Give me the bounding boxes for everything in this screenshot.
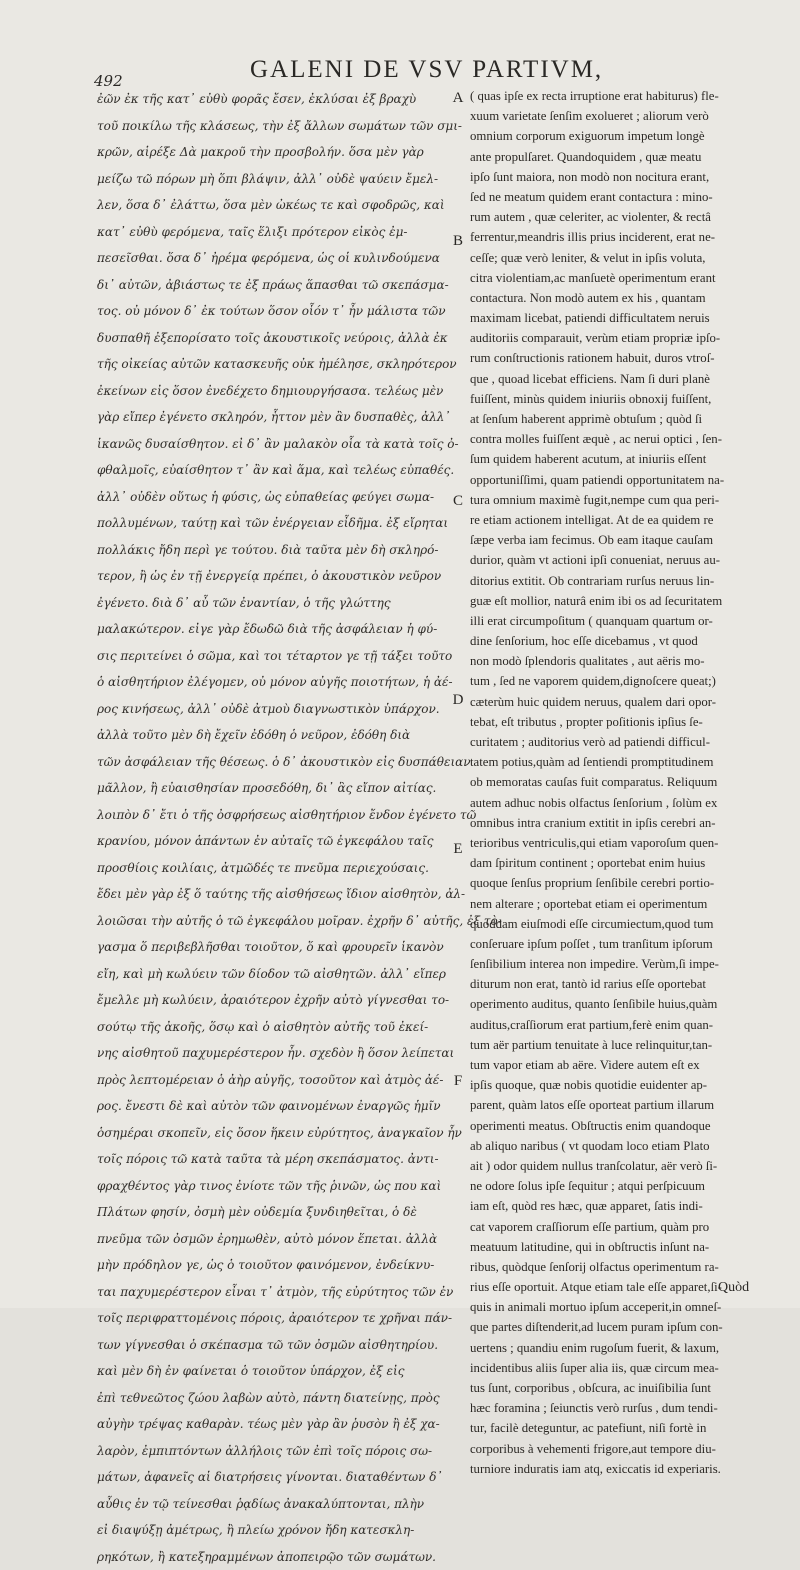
greek-text-line: ἀλλὰ τοῦτο μὲν δὴ ἔχεῖν ἐδόθη ὁ νεῦρον, ἐδόθη διὰ <box>97 722 447 749</box>
latin-text-line: tum vapor etiam ab aëre. Videre autem eſt ex <box>470 1055 762 1075</box>
section-marker: C <box>449 493 467 510</box>
catchword: Quòd <box>718 1280 749 1296</box>
latin-text-line: fuiſſent, minùs quidem iniuriis obnoxij fuiſſent, <box>470 389 762 409</box>
latin-text-column <box>470 86 762 1479</box>
latin-text-line: contactura. Non modò autem ex his , quantam <box>470 288 762 308</box>
latin-text-line: parent, quàm latos eſſe oporteat partium illarum <box>470 1095 762 1115</box>
latin-text-line: ab aliquo naribus ( vt quodam loco etiam Plato <box>470 1136 762 1156</box>
latin-text-line: cat vaporem craſſiorum eſſe partium, quàm pro <box>470 1217 762 1237</box>
latin-text-line: omnium corporum exiguorum impetum longè <box>470 126 762 146</box>
greek-text-line: μὴν πρόδηλον γε, ὡς ὁ τοιοῦτον φαινόμενον, ἐνδείκνυ- <box>97 1252 447 1279</box>
latin-text-line: tur, facilè deteguntur, ac patefiunt, niſi fortè in <box>470 1418 762 1438</box>
latin-text-line: uertens ; quandiu enim rugoſum fuerit, & laxum, <box>470 1338 762 1358</box>
greek-text-line: μείζω τῶ πόρων μὴ ὅπι βλάψιν, ἀλλ᾽ οὐδὲ ψαύειν ἔμελ- <box>97 166 447 193</box>
latin-text-line: opportuniſſimi, quam patiendi opportunitatem na- <box>470 470 762 490</box>
latin-text-line: dam ſpiritum continent ; oportebat enim huius <box>470 853 762 873</box>
latin-text-line: ipſo ſunt maiora, non modò non nocitura erant, <box>470 167 762 187</box>
latin-text-line: ferrentur,meandris illis prius inciderent, erat ne- <box>470 227 762 247</box>
latin-text-line: maximam licebat, patiendi difficultatem neruis <box>470 308 762 328</box>
latin-text-line: iam eſt, quòd res hæc, quæ apparet, ſatis indi- <box>470 1196 762 1216</box>
latin-text-line: auditoriis comparauit, verùm etiam propriæ ipſo- <box>470 328 762 348</box>
latin-text-line: rum conſtructionis rationem habuit, duros vtroſ- <box>470 348 762 368</box>
section-marker: E <box>449 841 467 858</box>
latin-text-line: quis in animali mortuo ipſum acceperit,in omneſ- <box>470 1297 762 1317</box>
latin-text-line: autem adhuc nobis olfactus ſenſorium , ſolùm ex <box>470 793 762 813</box>
greek-text-line: ρος. ἔνεστι δὲ καὶ αὐτὸν τῶν φαινομένων ἐναργῶς ἡμῖν <box>97 1093 447 1120</box>
latin-text-line: xuum varietate ſenſim exolueret ; aliorum verò <box>470 106 762 126</box>
greek-text-line: ἀλλ᾽ οὐδὲν οὕτως ἡ φύσις, ὡς εὐπαθείας φεύγει σωμα- <box>97 484 447 511</box>
latin-text-line: incidentibus aliis ſuper alia iis, quæ circum mea- <box>470 1358 762 1378</box>
greek-text-column <box>97 86 447 1570</box>
greek-text-line: ἔδει μὲν γὰρ ἐξ ὅ ταύτης τῆς αἰσθήσεως ἴδιον αἰσθητὸν, ἀλ- <box>97 881 447 908</box>
latin-text-line: que , quoad licebat efficiens. Nam ſi duri planè <box>470 369 762 389</box>
greek-text-line: ἱκανῶς δυσαίσθητον. εἰ δ᾽ ἂν μαλακὸν οἷα τὰ κατὰ τοῖς ὀ- <box>97 431 447 458</box>
latin-text-line: ne odore ſolus ipſe ſequitur ; atqui perſpicuum <box>470 1176 762 1196</box>
greek-text-line: κρῶν, αἱρέξε Δὰ μακροῦ τὴν προσβολήν. ὅσα μὲν γὰρ <box>97 139 447 166</box>
latin-text-line: hæc foramina ; ſeiunctis verò rurſus , dum tendi- <box>470 1398 762 1418</box>
latin-text-line: conſeruare ipſum poſſet , tum tranſitum ipſorum <box>470 934 762 954</box>
greek-text-line: ἐπὶ τεθνεῶτος ζώου λαβὼν αὐτὸ, πάντη διατείνῃς, πρὸς <box>97 1385 447 1412</box>
greek-text-line: ἔμελλε μὴ κωλύειν, ἀραιότερον ἐχρῆν αὐτὸ γίγνεσθαι το- <box>97 987 447 1014</box>
greek-text-line: ἐκείνων εἰς ὅσον ἐνεδέχετο δημιουργήσασα. τελέως μὲν <box>97 378 447 405</box>
greek-text-line: πολλυμένων, ταύτῃ καὶ τῶν ἐνέργειαν εἶδῆμα. ἐξ εἴρηται <box>97 510 447 537</box>
greek-text-line: τοῖς περιφραττομένοις πόροις, ἀραιότερον τε χρῆναι πάν- <box>97 1305 447 1332</box>
latin-text-line: at ſenſum haberent apprimè obtuſum ; quòd ſi <box>470 409 762 429</box>
latin-text-line: ceſſe; quæ verò leniter, & velut in ipſis voluta, <box>470 248 762 268</box>
latin-text-line: ribus, quòdque ſenſorij olfactus operimentum ra- <box>470 1257 762 1277</box>
greek-text-line: τῶν ἀσφάλειαν τῆς θέσεως. ὁ δ᾽ ἀκουστικὸν εἰς δυσπάθειαν <box>97 749 447 776</box>
latin-text-line: que partes diſtenderit,ad lucem puram ipſum con- <box>470 1317 762 1337</box>
latin-text-line: ſæpe verba iam fecimus. Ob eam itaque cauſam <box>470 530 762 550</box>
greek-text-line: λαρὸν, ἐμπιπτόντων ἀλλήλοις τῶν ἐπὶ τοῖς πόροις σω- <box>97 1438 447 1465</box>
greek-text-line: πνεῦμα τῶν ὀσμῶν ἐρημωθὲν, αὐτὸ μόνον ἕπεται. ἀλλὰ <box>97 1226 447 1253</box>
latin-text-line: meatuum latitudine, qui in obſtructis inſunt na- <box>470 1237 762 1257</box>
greek-text-line: προσθίοις κοιλίαις, ἀτμῶδές τε πνεῦμα περιεχούσαις. <box>97 855 447 882</box>
latin-text-line: turniore induratis iam atq, exiccatis id experiaris. <box>470 1459 762 1479</box>
latin-text-line: diturum non erat, tantò id rarius eſſe oportebat <box>470 974 762 994</box>
section-marker: F <box>449 1073 467 1090</box>
greek-text-line: εἴη, καὶ μὴ κωλύειν τῶν δίοδον τῶ αἰσθητῶν. ἀλλ᾽ εἴπερ <box>97 961 447 988</box>
greek-text-line: λοιῶσαι τὴν αὐτῆς ὁ τῶ ἐγκεφάλου μοῖραν. ἐχρῆν δ᾽ αὐτῆς, ἐξ τὸ- <box>97 908 447 935</box>
latin-text-line: durior, quàm vt actioni ipſi conueniat, neruus au- <box>470 550 762 570</box>
greek-text-line: ἐγένετο. διὰ δ᾽ αὖ τῶν ἐναντίαν, ὁ τῆς γλώττης <box>97 590 447 617</box>
latin-text-line: ante propulſaret. Quandoquidem , quæ meatu <box>470 147 762 167</box>
greek-text-line: κατ᾽ εὐθὺ φερόμενα, ταῖς ἕλιξι πρότερον εἰκὸς ἐμ- <box>97 219 447 246</box>
latin-text-line: cæterùm huic quidem neruus, qualem dari opor- <box>470 692 762 712</box>
latin-text-line: tum , ſed ne vaporem quidem,dignoſcere queat;) <box>470 671 762 691</box>
section-marker: D <box>449 692 467 709</box>
page-number: 492 <box>94 72 123 90</box>
greek-text-line: κρανίου, μόνον ἁπάντων ἐν αὐταῖς τῶ ἐγκεφάλου ταῖς <box>97 828 447 855</box>
greek-text-line: λεν, ὅσα δ᾽ ἐλάττω, ὅσα μὲν ὠκέως τε καὶ σφοδρῶς, καὶ <box>97 192 447 219</box>
latin-text-line: illi erat circumpoſitum ( quanquam quartum or- <box>470 611 762 631</box>
greek-text-line: σις περιτείνει ὁ σῶμα, καὶ τοι τέταρτον γε τῇ τάξει τοῦτο <box>97 643 447 670</box>
greek-text-line: καὶ μὲν δὴ ἐν φαίνεται ὁ τοιοῦτον ὑπάρχον, ἐξ εἰς <box>97 1358 447 1385</box>
latin-text-line: tura omnium maximè fugit,nempe cum qua peri- <box>470 490 762 510</box>
greek-text-line: ρος κινήσεως, ἀλλ᾽ οὐδὲ ἀτμοὺ διαγνωστικὸν ὑπάρχον. <box>97 696 447 723</box>
greek-text-line: νης αἰσθητοῦ παχυμερέστερον ἦν. σχεδὸν ἢ ὅσον λείπεται <box>97 1040 447 1067</box>
greek-text-line: πολλάκις ἤδη περὶ γε τούτου. διὰ ταῦτα μὲν δὴ σκληρό- <box>97 537 447 564</box>
greek-text-line: τερον, ἢ ὡς ἐν τῇ ἐνεργείᾳ πρέπει, ὁ ἀκουστικὸν νεῦρον <box>97 563 447 590</box>
latin-text-line: citra violentiam,ac manſuetè operimentum erant <box>470 268 762 288</box>
latin-text-line: tum aër partium tenuitate à luce relinquitur,tan- <box>470 1035 762 1055</box>
latin-text-line: curitatem ; auditorius verò ad patiendi difficul- <box>470 732 762 752</box>
greek-text-line: τῆς οἰκείας αὐτῶν κατασκευῆς οὐκ ἠμέλησε, σκληρότερον <box>97 351 447 378</box>
greek-text-line: γασμα ὅ περιβεβλῆσθαι τοιοῦτον, ὅ καὶ φρουρεῖν ἱκανὸν <box>97 934 447 961</box>
greek-text-line: μᾶλλον, ἢ εὐαισθησίαν προσεδόθη, δι᾽ ἃς εἴπον αἰτίας. <box>97 775 447 802</box>
greek-text-line: εἰ διαψύξῃ ἀμέτρως, ἢ πλείω χρόνον ἤδη κατεσκλη- <box>97 1517 447 1544</box>
latin-text-line: dine ſenſorium, hoc eſſe dicebamus , vt quod <box>470 631 762 651</box>
latin-text-line: nem alterare ; oportebat etiam ei operimentum <box>470 894 762 914</box>
latin-text-line: auditus,craſſiorum erat partium,ferè enim quan- <box>470 1015 762 1035</box>
latin-text-line: corporibus à vehementi frigore,aut tempore diu- <box>470 1439 762 1459</box>
greek-text-line: των γίγνεσθαι ὁ σκέπασμα τῶ τῶν ὀσμῶν αἰσθητηρίου. <box>97 1332 447 1359</box>
latin-text-line: tatem potius,quàm ad ſentiendi promptitudinem <box>470 752 762 772</box>
latin-text-line: operimento auditus, quanto ſenſibile huius,quàm <box>470 994 762 1014</box>
greek-text-line: μαλακώτερον. εἰγε γὰρ ἔδωδῶ διὰ τῆς ἀσφάλειαν ἡ φύ- <box>97 616 447 643</box>
latin-text-line: quoque ſenſus proprium ſenſibile cerebri portio- <box>470 873 762 893</box>
greek-text-line: δυσπαθῆ ἐξεπορίσατο τοῖς ἀκουστικοῖς νεύροις, ἀλλὰ ἐκ <box>97 325 447 352</box>
latin-text-line: quoddam eiuſmodi eſſe circumiectum,quod tum <box>470 914 762 934</box>
greek-text-line: μάτων, ἀφανεῖς αἱ διατρήσεις γίνονται. διαταθέντων δ᾽ <box>97 1464 447 1491</box>
latin-text-line: contra molles fuiſſent æquè , ac nerui optici , ſen- <box>470 429 762 449</box>
greek-text-line: γὰρ εἴπερ ἐγένετο σκληρόν, ἧττον μὲν ἂν δυσπαθὲς, ἀλλ᾽ <box>97 404 447 431</box>
greek-text-line: ται παχυμερέστερον εἶναι τ᾽ ἀτμὸν, τῆς εὐρύτητος τῶν ἐν <box>97 1279 447 1306</box>
latin-text-line: non modò ſplendoris qualitates , aut aëris mo- <box>470 651 762 671</box>
greek-text-line: τοῦ ποικίλω τῆς κλάσεως, τὴν ἐξ ἄλλων σωμάτων τῶν σμι- <box>97 113 447 140</box>
latin-text-line: tus ſunt, corporibus , obſcura, ac inuiſibilia ſunt <box>470 1378 762 1398</box>
latin-text-line: ſenſibilium interea non impedire. Verùm,ſi impe- <box>470 954 762 974</box>
greek-text-line: δι᾽ αὐτῶν, ἀβιάστως τε ἐξ πράως ἅπασθαι τῶ σκεπάσμα- <box>97 272 447 299</box>
latin-text-line: ditorius extitit. Ob contrariam rurſus neruus lin- <box>470 571 762 591</box>
greek-text-line: αὐγὴν τρέψας καθαρὰν. τέως μὲν γὰρ ἂν ῥυσὸν ἢ ἐξ χα- <box>97 1411 447 1438</box>
latin-text-line: terioribus ventriculis,qui etiam vaporoſum quen- <box>470 833 762 853</box>
latin-text-line: rum autem , quæ celeriter, ac violenter, & rectâ <box>470 207 762 227</box>
greek-text-line: φραχθέντος γὰρ τινος ἐνίοτε τῶν τῆς ῥινῶν, ὡς που καὶ <box>97 1173 447 1200</box>
greek-text-line: φθαλμοῖς, εὐαίσθητον τ᾽ ἂν καὶ ἅμα, καὶ τελέως εὐπαθές. <box>97 457 447 484</box>
latin-text-line: rius eſſe oportuit. Atque etiam tale eſſe apparet,ſi- <box>470 1277 762 1297</box>
latin-text-line: ipſis quoque, quæ nobis quotidie euidenter ap- <box>470 1075 762 1095</box>
latin-text-line: tebat, eſt tributus , propter poſitionis ipſius ſe- <box>470 712 762 732</box>
greek-text-line: πεσεῖσθαι. ὅσα δ᾽ ἠρέμα φερόμενα, ὡς οἱ κυλινδούμενα <box>97 245 447 272</box>
greek-text-line: ὁσημέραι σκοπεῖν, εἰς ὅσον ἥκειν εὐρύτητος, ἀναγκαῖον ἦν <box>97 1120 447 1147</box>
greek-text-line: ἐῶν ἐκ τῆς κατ᾽ εὐθὺ φορᾶς ἔσεν, ἐκλύσαι ἐξ βραχὺ <box>97 86 447 113</box>
greek-text-line: τοῖς πόροις τῶ κατὰ ταῦτα τὰ μέρη σκεπάσματος. ἀντι- <box>97 1146 447 1173</box>
latin-text-line: ob memoratas cauſas fuit comparatus. Reliquum <box>470 772 762 792</box>
greek-text-line: τος. οὐ μόνον δ᾽ ἐκ τούτων ὅσον οἷόν τ᾽ ἦν μάλιστα τῶν <box>97 298 447 325</box>
section-marker: A <box>449 90 467 107</box>
greek-text-line: λοιπὸν δ᾽ ἔτι ὁ τῆς ὀσφρήσεως αἰσθητήριον ἔνδον ἐγένετο τῶ <box>97 802 447 829</box>
greek-text-line: πρὸς λεπτομέρειαν ὁ ἀὴρ αὐγῆς, τοσοῦτον καὶ ἀτμὸς ἀέ- <box>97 1067 447 1094</box>
latin-text-line: ait ) odor quidem nullus tranſcolatur, aër verò ſi- <box>470 1156 762 1176</box>
latin-text-line: ( quas ipſe ex recta irruptione erat habiturus) fle- <box>470 86 762 106</box>
greek-text-line: ὁ αἰσθητήριον ἐλέγομεν, οὐ μόνον αὐγῆς ποιοτήτων, ἡ ἀέ- <box>97 669 447 696</box>
greek-text-line: ρηκότων, ἢ κατεξηραμμένων ἀποπειρῷο τῶν σωμάτων. <box>97 1544 447 1570</box>
latin-text-line: ſed ne meatum quidem erant contactura : mino- <box>470 187 762 207</box>
greek-text-line: αὖθις ἐν τῷ τείνεσθαι ῥᾳδίως ἀνακαλύπτονται, πλὴν <box>97 1491 447 1518</box>
greek-text-line: σούτῳ τῆς ἀκοῆς, ὅσῳ καὶ ὁ αἰσθητὸν αὐτῆς τοῦ ἐκεί- <box>97 1014 447 1041</box>
latin-text-line: guæ eſt mollior, naturâ enim ibi os ad ſecuritatem <box>470 591 762 611</box>
latin-text-line: ſum quidem haberent acutum, at iniuriis eſſent <box>470 449 762 469</box>
latin-text-line: operimenti meatus. Obſtructis enim quandoque <box>470 1116 762 1136</box>
section-marker: B <box>449 233 467 250</box>
running-head: GALENI DE VSV PARTIVM, <box>250 56 603 84</box>
latin-text-line: omnibus intra cranium extitit in ipſis cerebri an- <box>470 813 762 833</box>
latin-text-line: re etiam actionem intelligat. At de ea quidem re <box>470 510 762 530</box>
greek-text-line: Πλάτων φησίν, ὀσμὴ μὲν οὐδεμία ξυνδιηθεῖται, ὁ δὲ <box>97 1199 447 1226</box>
